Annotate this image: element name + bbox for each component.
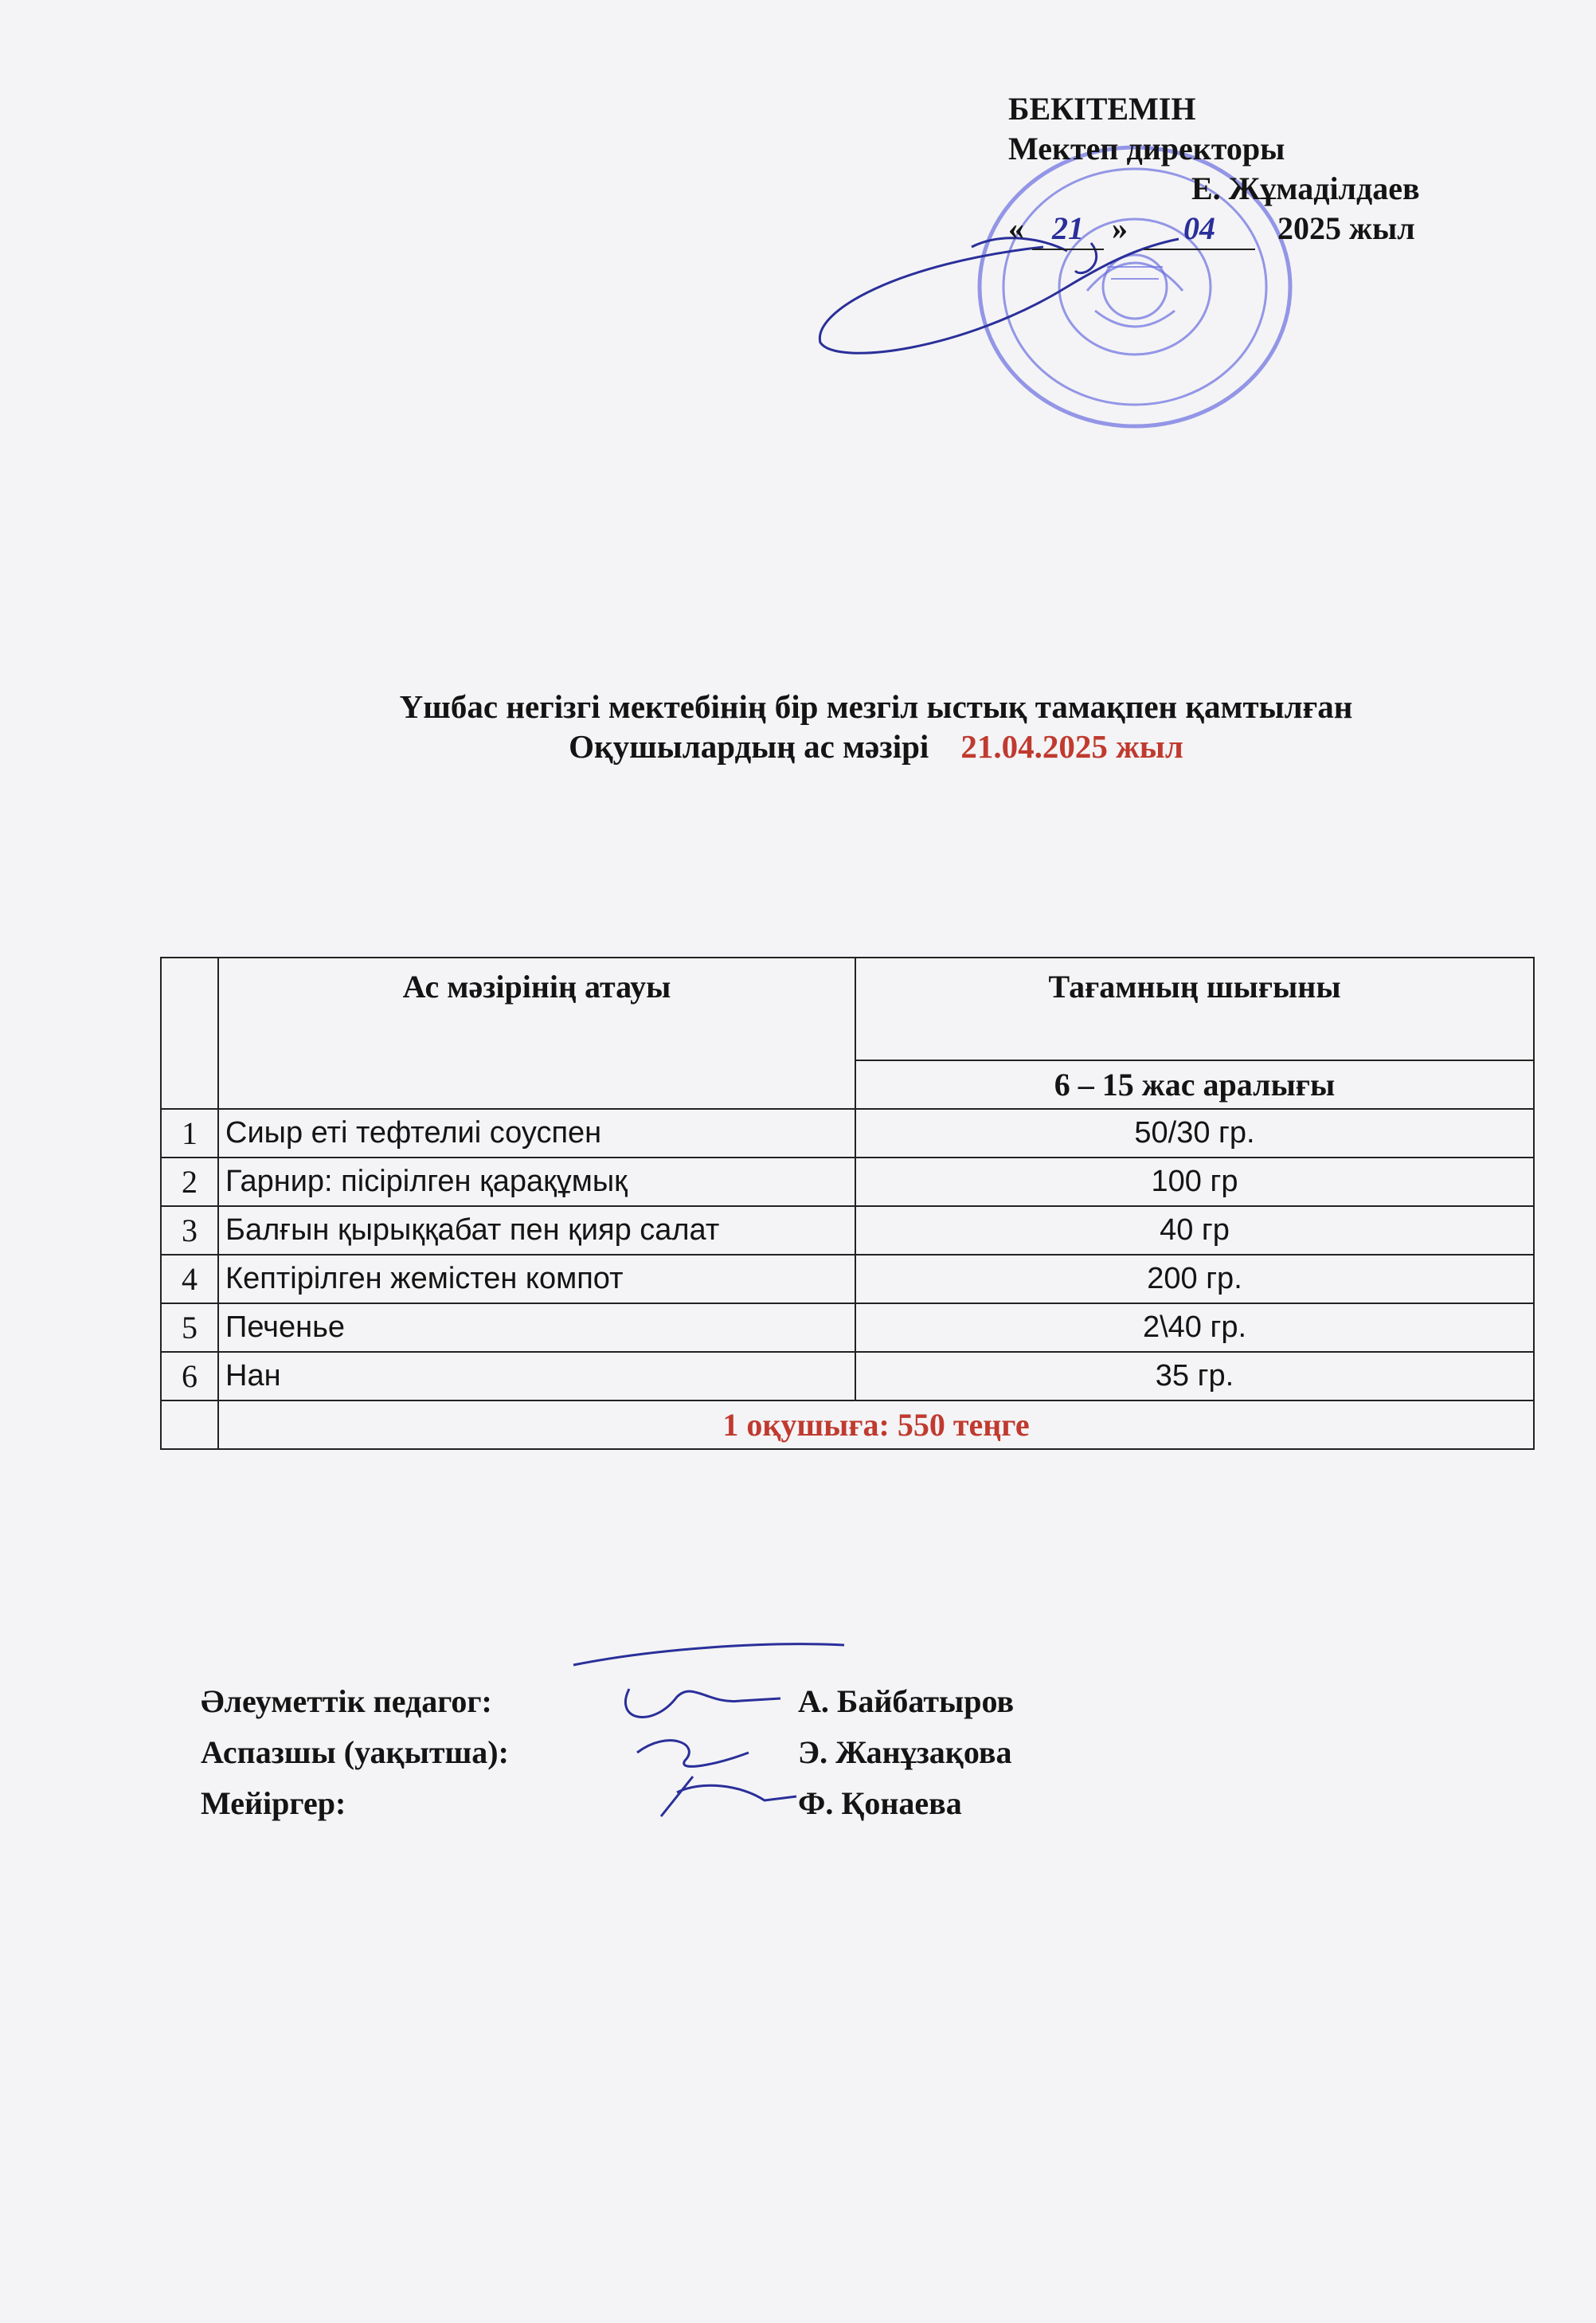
row-amount: 100 гр	[855, 1158, 1534, 1206]
row-dish: Кептірілген жемістен компот	[218, 1255, 855, 1303]
title-line-2-text: Оқушылардың ас мәзірі	[569, 728, 929, 765]
header-amount: Тағамның шығыны	[855, 958, 1534, 1060]
table-row	[161, 1303, 1534, 1352]
date-day: 21	[1032, 209, 1104, 250]
signature-name: Э. Жанұзақова	[798, 1734, 1012, 1770]
row-num: 6	[161, 1352, 218, 1400]
title-line-1: Үшбас негізгі мектебінің бір мезгіл ыстық тамақпен қамтылған	[399, 688, 1353, 725]
date-close-quote: »	[1112, 210, 1128, 246]
title-line-2	[159, 727, 1593, 766]
table-row	[161, 1255, 1534, 1303]
director-name: Е. Жұмаділдаев	[1191, 170, 1420, 206]
signature-name: Ф. Қонаева	[798, 1785, 962, 1821]
total-num-cell	[161, 1400, 218, 1449]
date-open-quote: «	[1008, 210, 1024, 246]
title-date: 21.04.2025 жыл	[960, 728, 1183, 765]
row-num: 4	[161, 1255, 218, 1303]
row-num: 1	[161, 1109, 218, 1158]
table-total-row	[161, 1400, 1534, 1449]
row-num: 5	[161, 1303, 218, 1352]
menu-title	[159, 687, 1593, 766]
table-row	[161, 1158, 1534, 1206]
header-age: 6 – 15 жас аралығы	[855, 1060, 1534, 1109]
approval-position: Мектеп директоры	[1008, 131, 1285, 166]
row-dish: Печенье	[218, 1303, 855, 1352]
signature-row	[201, 1778, 1156, 1829]
approval-heading: БЕКІТЕМІН	[1008, 91, 1196, 127]
signature-row	[201, 1727, 1156, 1778]
date-year: 2025 жыл	[1277, 210, 1415, 246]
row-num: 3	[161, 1206, 218, 1255]
row-dish: Гарнир: пісірілген қарақұмық	[218, 1158, 855, 1206]
signature-row	[201, 1676, 1156, 1727]
table-row	[161, 1206, 1534, 1255]
row-amount: 35 гр.	[855, 1352, 1534, 1400]
approval-date	[1008, 209, 1486, 250]
signature-name: А. Байбатыров	[798, 1683, 1015, 1719]
header-dish: Ас мәзірінің атауы	[218, 958, 855, 1109]
table-header-row	[161, 958, 1534, 1060]
signatures-block	[201, 1676, 1156, 1829]
row-dish: Нан	[218, 1352, 855, 1400]
menu-table	[160, 957, 1535, 1450]
signature-role: Мейіргер:	[201, 1785, 346, 1821]
row-num: 2	[161, 1158, 218, 1206]
row-amount: 40 гр	[855, 1206, 1534, 1255]
date-month: 04	[1144, 209, 1255, 250]
total-cost: 1 оқушыға: 550 теңге	[218, 1400, 1534, 1449]
row-dish: Сиыр еті тефтелиі соуспен	[218, 1109, 855, 1158]
table-row	[161, 1109, 1534, 1158]
header-num-cell	[161, 958, 218, 1109]
row-dish: Балғын қырыққабат пен қияр салат	[218, 1206, 855, 1255]
approval-block	[1008, 89, 1486, 250]
signature-role: Әлеуметтік педагог:	[201, 1683, 492, 1719]
signature-role: Аспазшы (уақытша):	[201, 1734, 509, 1770]
row-amount: 200 гр.	[855, 1255, 1534, 1303]
table-row	[161, 1352, 1534, 1400]
row-amount: 2\40 гр.	[855, 1303, 1534, 1352]
row-amount: 50/30 гр.	[855, 1109, 1534, 1158]
